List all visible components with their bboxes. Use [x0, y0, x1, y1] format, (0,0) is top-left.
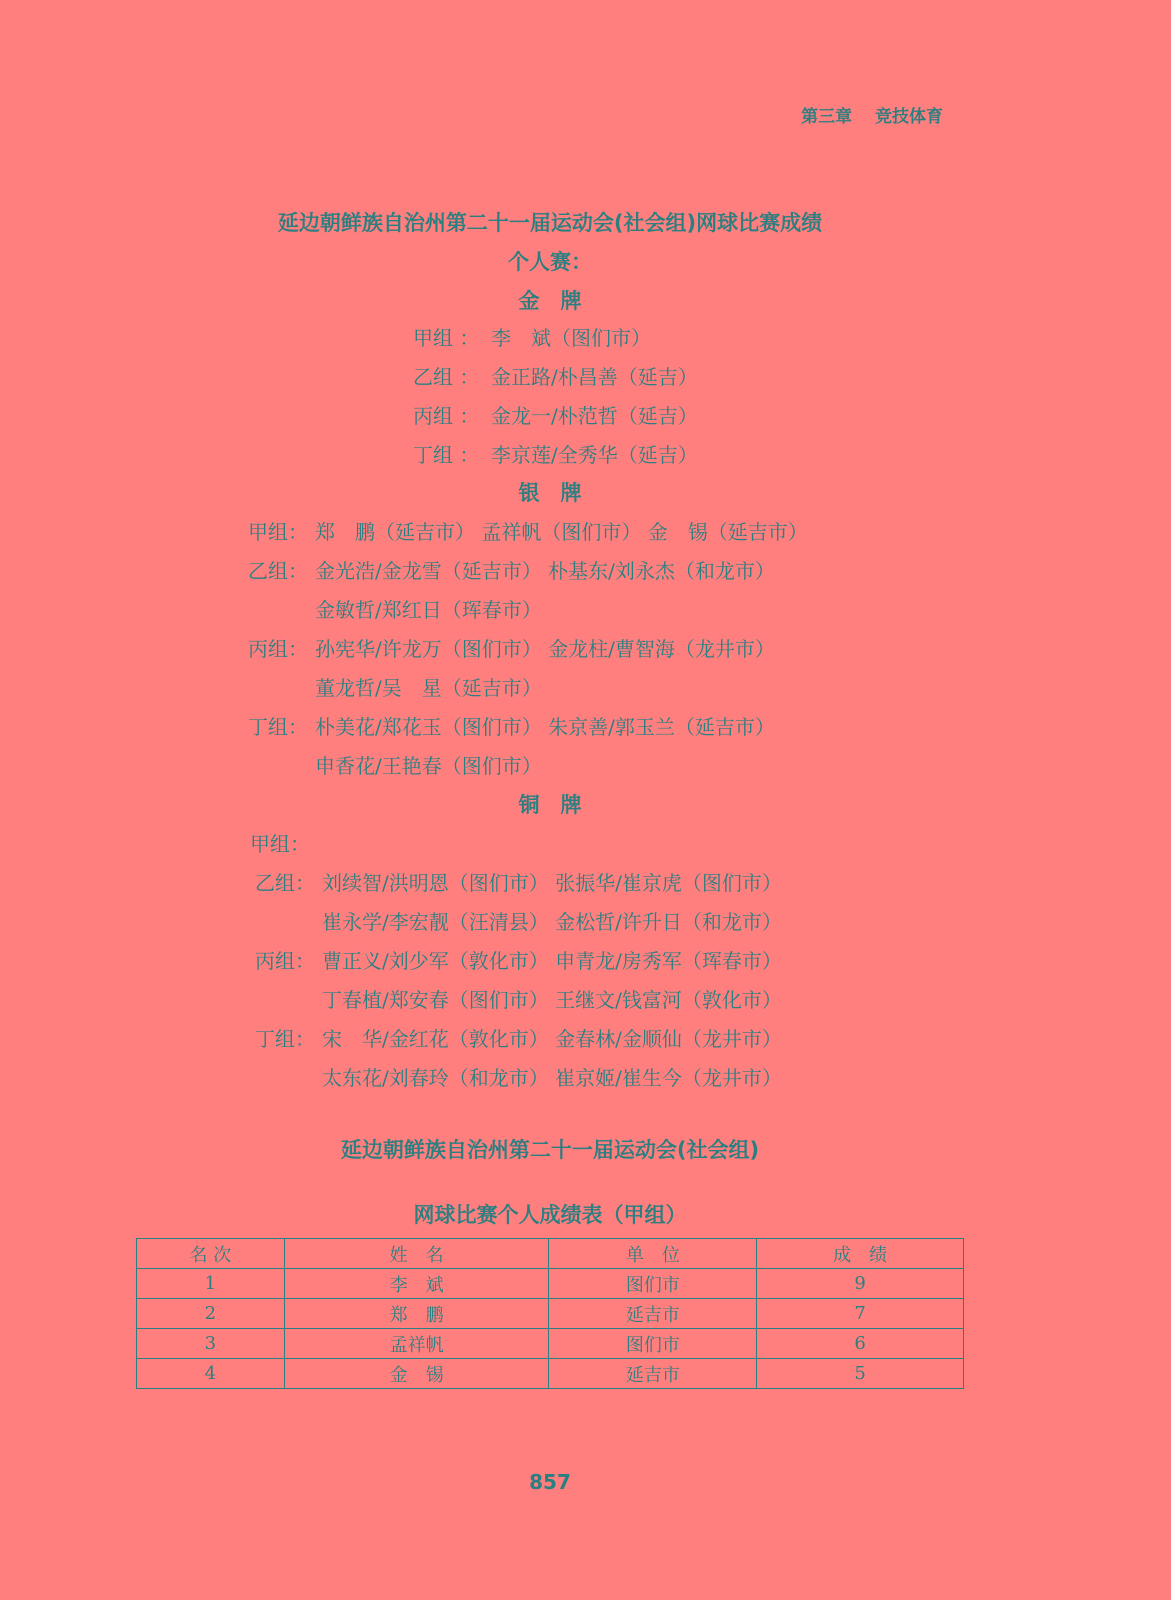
cell-name: 金 锡: [284, 1359, 549, 1389]
gold-label: 丁组 ：: [413, 443, 480, 467]
table-row: [137, 1329, 964, 1359]
main-title: 延边朝鲜族自治州第二十一届运动会(社会组)网球比赛成绩: [277, 211, 823, 235]
bronze-text: 宋 华/金红花（敦化市） 金春林/金顺仙（龙井市）: [322, 1027, 782, 1051]
silver-text: 董龙哲/吴 星（延吉市）: [315, 676, 542, 700]
cell-rank: 3: [137, 1329, 285, 1359]
table-row: [137, 1359, 964, 1389]
cell-unit: 延吉市: [549, 1359, 757, 1389]
gold-text: 李 斌（图们市）: [491, 326, 651, 350]
header-name: 姓 名: [284, 1239, 549, 1269]
cell-name: 孟祥帆: [284, 1329, 549, 1359]
running-header: 第三章 竞技体育: [801, 107, 943, 127]
header-unit: 单 位: [549, 1239, 757, 1269]
bronze-label: 甲组：: [250, 832, 310, 856]
gold-text: 金正路/朴昌善（延吉）: [491, 365, 698, 389]
table-row: [137, 1299, 964, 1329]
cell-score: 5: [757, 1359, 964, 1389]
silver-text: 朴美花/郑花玉（图们市） 朱京善/郭玉兰（延吉市）: [315, 715, 775, 739]
bronze-text: 曹正义/刘少军（敦化市） 申青龙/房秀军（珲春市）: [322, 949, 782, 973]
bronze-text: 刘续智/洪明恩（图们市） 张振华/崔京虎（图们市）: [322, 871, 782, 895]
gold-label: 丙组 ：: [413, 404, 480, 428]
silver-label: 乙组：: [248, 559, 308, 583]
cell-rank: 4: [137, 1359, 285, 1389]
silver-text: 孙宪华/许龙万（图们市） 金龙柱/曹智海（龙井市）: [315, 637, 775, 661]
silver-text: 申香花/王艳春（图们市）: [315, 754, 542, 778]
cell-unit: 图们市: [549, 1329, 757, 1359]
silver-label: 丙组：: [248, 637, 308, 661]
silver-heading: 银 牌: [518, 481, 582, 505]
silver-label: 丁组：: [248, 715, 308, 739]
cell-unit: 图们市: [549, 1269, 757, 1299]
silver-text: 金光浩/金龙雪（延吉市） 朴基东/刘永杰（和龙市）: [315, 559, 775, 583]
bronze-text: 太东花/刘春玲（和龙市） 崔京姬/崔生今（龙井市）: [322, 1066, 782, 1090]
cell-unit: 延吉市: [549, 1299, 757, 1329]
cell-score: 7: [757, 1299, 964, 1329]
cell-rank: 2: [137, 1299, 285, 1329]
gold-label: 甲组 ：: [413, 326, 480, 350]
cell-score: 6: [757, 1329, 964, 1359]
table-row: [137, 1269, 964, 1299]
table-title-1: 延边朝鲜族自治州第二十一届运动会(社会组): [340, 1138, 760, 1162]
bronze-label: 乙组：: [255, 871, 315, 895]
results-table: [136, 1238, 964, 1389]
individual-heading: 个人赛：: [508, 250, 592, 274]
cell-score: 9: [757, 1269, 964, 1299]
silver-text: 金敏哲/郑红日（珲春市）: [315, 598, 542, 622]
bronze-heading: 铜 牌: [518, 793, 582, 817]
table-title-2: 网球比赛个人成绩表（甲组）: [413, 1203, 687, 1227]
silver-text: 郑 鹏（延吉市） 孟祥帆（图们市） 金 锡（延吉市）: [315, 520, 808, 544]
table-header-row: [137, 1239, 964, 1269]
bronze-text: 丁春植/郑安春（图们市） 王继文/钱富河（敦化市）: [322, 988, 782, 1012]
header-rank: 名 次: [137, 1239, 285, 1269]
gold-label: 乙组 ：: [413, 365, 480, 389]
bronze-text: 崔永学/李宏靓（汪清县） 金松哲/许升日（和龙市）: [322, 910, 782, 934]
header-score: 成 绩: [757, 1239, 964, 1269]
silver-label: 甲组：: [248, 520, 308, 544]
gold-heading: 金 牌: [518, 289, 582, 313]
gold-text: 金龙一/朴范哲（延吉）: [491, 404, 698, 428]
gold-text: 李京莲/全秀华（延吉）: [491, 443, 698, 467]
bronze-label: 丙组：: [255, 949, 315, 973]
bronze-label: 丁组：: [255, 1027, 315, 1051]
cell-name: 李 斌: [284, 1269, 549, 1299]
cell-name: 郑 鹏: [284, 1299, 549, 1329]
cell-rank: 1: [137, 1269, 285, 1299]
page-number: 857: [529, 1470, 571, 1494]
